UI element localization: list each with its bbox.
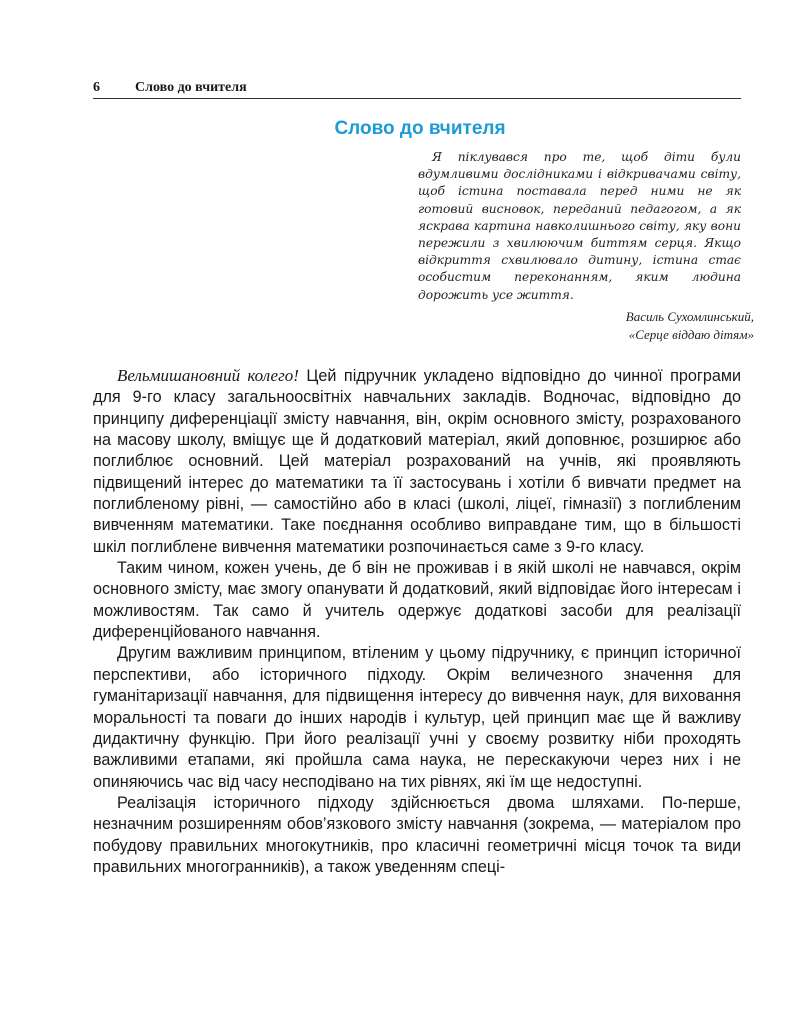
epigraph-source: «Серце віддаю дітям» [628,327,754,342]
salutation: Вельмишановний колего! [117,366,299,385]
paragraph-3: Другим важливим принципом, втіленим у цьому підручнику, є принцип історичної перспективи, або історичного підходу. Окрім величезного значення для гуманітаризації навчання, для підвищення інтересу до вивчення наук, для виховання моральності та поваги до інших народів і культур, цей принцип має ще й важливу дидактичну функцію. При його реалізації учні у своєму розвитку ніби проходять важливими етапами, які пройшла сама наука, не перескакуючи через них і не опиняючись час від часу несподівано на тих рівнях, які їм ще недоступні. [93,644,741,791]
page-number: 6 [93,80,100,95]
paragraph-1-text: Цей підручник укладено відповідно до чинної програми для 9-го класу загальноосвітніх навчальних закладів. Водночас, відповідно до принципу диференціації змісту навчання, він, окрім основного змісту, розрахованого на масову школу, вміщує ще й додатковий матеріал, який доповнює, розширює або поглиблює основний. Цей матеріал розрахований на учнів, які проявляють підвищений інтерес до математики та її застосувань і хотіли б вивчати предмет на поглибленому рівні, — самостійно або в класі (школі, ліцеї, гімназії) з поглибленим вивченням математики. Таке поєднання особливо виправдане тим, що в більшості шкіл поглиблене вивчення математики розпочинається саме з 9-го класу. [93,367,741,556]
epigraph-author: Василь Сухомлинський, [625,309,754,324]
paragraph-2: Таким чином, кожен учень, де б він не проживав і в якій школі не навчався, окрім основного змісту, має змогу опанувати й додатковий, який відповідає його інтересам і можливостям. Так само й учитель одержує додаткові засоби для реалізації диференційованого навчання. [93,559,741,642]
epigraph-attribution [418,308,754,344]
section-title: Слово до вчителя [334,118,506,139]
epigraph-quote: Я піклувався про те, щоб діти були вдумливими дослідниками і відкривачами світу, щоб істина поставала перед ними не як готовий висновок, переданий педагогом, а як яскрава картина навколишнього світу, яку вони пережили з хвилюючим биттям серця. Якщо відкриття схвилювало дитину, істина стає особистим переконанням, яким людина дорожить усе життя. [418,150,741,302]
running-header [93,79,741,99]
paragraph-1 [93,365,741,558]
running-title: Слово до вчителя [135,80,247,95]
paragraph-4: Реалізація історичного підходу здійснюється двома шляхами. По-перше, незначним розширенням обов’язкового змісту навчання (зокрема, — матеріалом про побудову правильних многокутників, про класичні геометричні місця точок та види правильних многогранників), а також уведенням спеці- [93,793,741,876]
body-text [93,365,741,878]
